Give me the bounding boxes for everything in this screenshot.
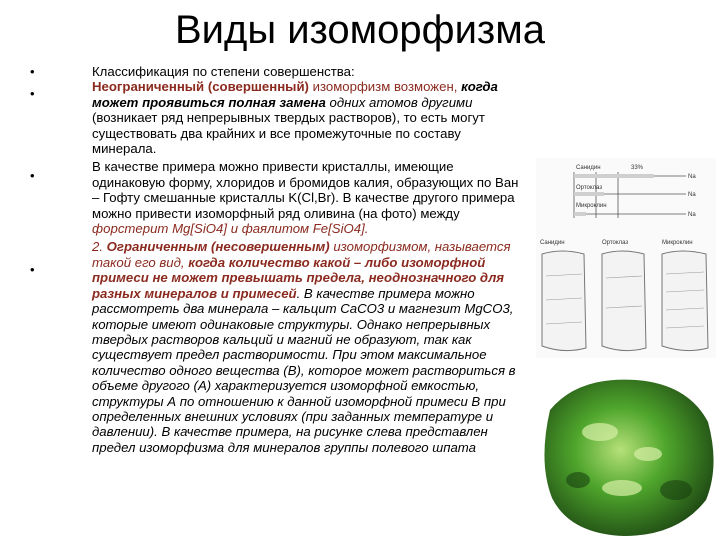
classification-line: Классификация по степени совершенства:	[92, 64, 355, 79]
bullet-1: •	[30, 64, 35, 79]
p3-emphasis: когда количество какой – либо изоморфной примеси не может превышать предела, неоднозначного для разных минералов и примесей	[92, 254, 505, 301]
p2-text-a: В качестве примера можно привести кристаллы, имеющие одинаковую форму, хлоридов и бромидов калия, образующих по Ван – Гофту смешанные кристаллы K(Cl,Br). В качестве другого примера можно привести изоморфный ряд оливина (на фото) между	[92, 159, 519, 221]
paragraph-limited	[92, 239, 522, 455]
feldspar-diagram	[536, 158, 716, 358]
p2-text-b: форстерит Mg[SiO4] и фаялитом Fe[SiO4].	[92, 221, 369, 237]
diagram-label-sanidine: Санидин	[576, 165, 601, 171]
olivine-photo	[538, 370, 718, 540]
paragraph-classification	[92, 64, 522, 156]
bullet-4: •	[30, 262, 35, 277]
diagram-crystals	[542, 251, 708, 351]
bullet-2: •	[30, 86, 35, 101]
body-text	[92, 64, 522, 458]
diagram-pct: 33%	[631, 165, 644, 171]
diagram-na-2: Na	[688, 192, 696, 198]
bullet-3: •	[30, 168, 35, 183]
diagram-mineral-sanidine: Санидин	[540, 240, 565, 246]
diagram-mineral-orthoclase: Ортоклаз	[602, 240, 629, 246]
p3-text-c: изоморфизмом, называется такой его вид,	[92, 239, 511, 270]
unlimited-term: Неограниченный (совершенный)	[92, 79, 309, 95]
p1-text-e: одних атомов другими	[325, 94, 473, 110]
p1-emphasis: когда может проявиться полная замена	[92, 79, 498, 110]
diagram-na-3: Na	[688, 212, 696, 218]
olivine-crystal	[544, 380, 713, 536]
p3-text-e: . В качестве примера можно рассмотреть два минерала – кальцит CaCO3 и магнезит MgCO3	[92, 285, 510, 317]
diagram-mineral-microcline: Микроклин	[662, 240, 693, 246]
p1-text-c: изоморфизм возможен,	[308, 79, 462, 95]
limited-term: Ограниченным (несовершенным)	[106, 239, 330, 255]
p3-text-a: 2.	[92, 239, 107, 255]
paragraph-example	[92, 159, 522, 236]
p1-text-f: (возникает ряд непрерывных твердых растворов), то есть могут существовать два крайних и все промежуточные по составу минерала.	[92, 110, 485, 157]
p3-text-f: , которые имеют одинаковые структуры. Однако непрерывных твердых растворов кальций и магний не образуют, так как существует предел растворимости. При этом максимальное количество одного вещества (В), которое может раствориться в объеме другого (А) характеризуется изоморфной емкостью, структуры А по отношению к данной изоморфной примеси В при определенных внешних условиях (при заданных температуре и давлении). В качестве примера, на рисунке слева представлен предел изоморфизма для минералов группы полевого шпата	[92, 301, 516, 455]
diagram-label-microcline: Микроклин	[576, 203, 607, 209]
slide-title: Виды изоморфизма	[174, 8, 546, 52]
diagram-na-1: Na	[688, 174, 696, 180]
diagram-label-orthoclase: Ортоклаз	[576, 185, 603, 191]
